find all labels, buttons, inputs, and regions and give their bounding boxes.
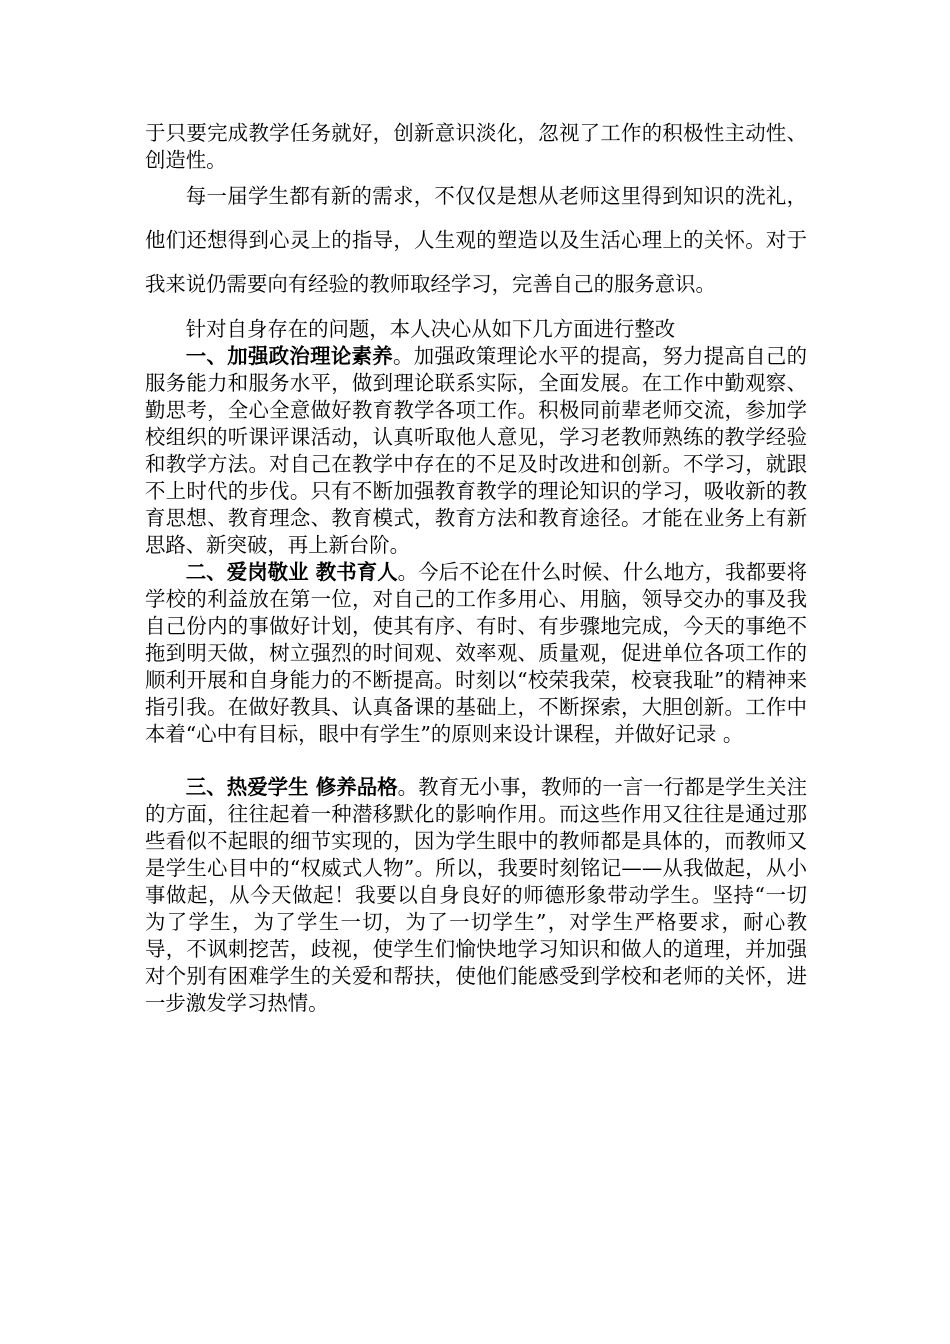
section-three-heading: 三、热爱学生 修养品格 <box>185 775 398 799</box>
paragraph-section-two <box>145 559 807 748</box>
paragraph-section-one <box>145 343 807 559</box>
paragraph-section-three <box>145 774 807 1017</box>
section-two-heading: 二、爱岗敬业 教书育人 <box>185 560 398 584</box>
paragraph-continuation: 于只要完成教学任务就好，创新意识淡化，忽视了工作的积极性主动性、创造性。 <box>145 121 807 172</box>
section-three-body: 。教育无小事，教师的一言一行都是学生关注的方面，往往起着一种潜移默化的影响作用。而这些作用又往往是通过那些看似不起眼的细节实现的，因为学生眼中的教师都是具体的，而教师又是学生心目中的“权威式人物”。所以，我要时刻铭记——从我做起，从小事做起，从今天做起！我要以自身良好的师德形象带动学生。坚持“一切为了学生，为了学生一切，为了一切学生”，对学生严格要求，耐心教导，不讽刺挖苦，歧视，使学生们愉快地学习知识和做人的道理，并加强对个别有困难学生的关爱和帮扶，使他们能感受到学校和老师的关怀，进一步激发学习热情。 <box>145 775 807 1015</box>
section-one-heading: 一、加强政治理论素养 <box>185 344 393 368</box>
document-page <box>145 120 807 1017</box>
paragraph-student-needs: 每一届学生都有新的需求，不仅仅是想从老师这里得到知识的洗礼，他们还想得到心灵上的指导，人生观的塑造以及生活心理上的关怀。对于我来说仍需要向有经验的教师取经学习，完善自己的服务意识。 <box>145 184 807 296</box>
section-one-body: 。加强政策理论水平的提高，努力提高自己的服务能力和服务水平，做到理论联系实际，全面发展。在工作中勤观察、勤思考，全心全意做好教育教学各项工作。积极同前辈老师交流，参加学校组织的听课评课活动，认真听取他人意见，学习老教师熟练的教学经验和教学方法。对自己在教学中存在的不足及时改进和创新。不学习，就跟不上时代的步伐。只有不断加强教育教学的理论知识的学习，吸收新的教育思想、教育理念、教育模式，教育方法和教育途径。才能在业务上有新思路、新突破，再上新台阶。 <box>145 344 808 557</box>
section-two-body: 。今后不论在什么时候、什么地方，我都要将学校的利益放在第一位，对自己的工作多用心、用脑，领导交办的事及我自己份内的事做好计划，使其有序、有时、有步骤地完成，今天的事绝不拖到明天做，树立强烈的时间观、效率观、质量观，促进单位各项工作的顺利开展和自身能力的不断提高。时刻以“校荣我荣，校衰我耻”的精神来指引我。在做好教具、认真备课的基础上，不断探索，大胆创新。工作中本着“心中有目标，眼中有学生”的原则来设计课程，并做好记录 。 <box>145 560 807 746</box>
paragraph-rectification-intro: 针对自身存在的问题，本人决心从如下几方面进行整改 <box>185 317 676 341</box>
